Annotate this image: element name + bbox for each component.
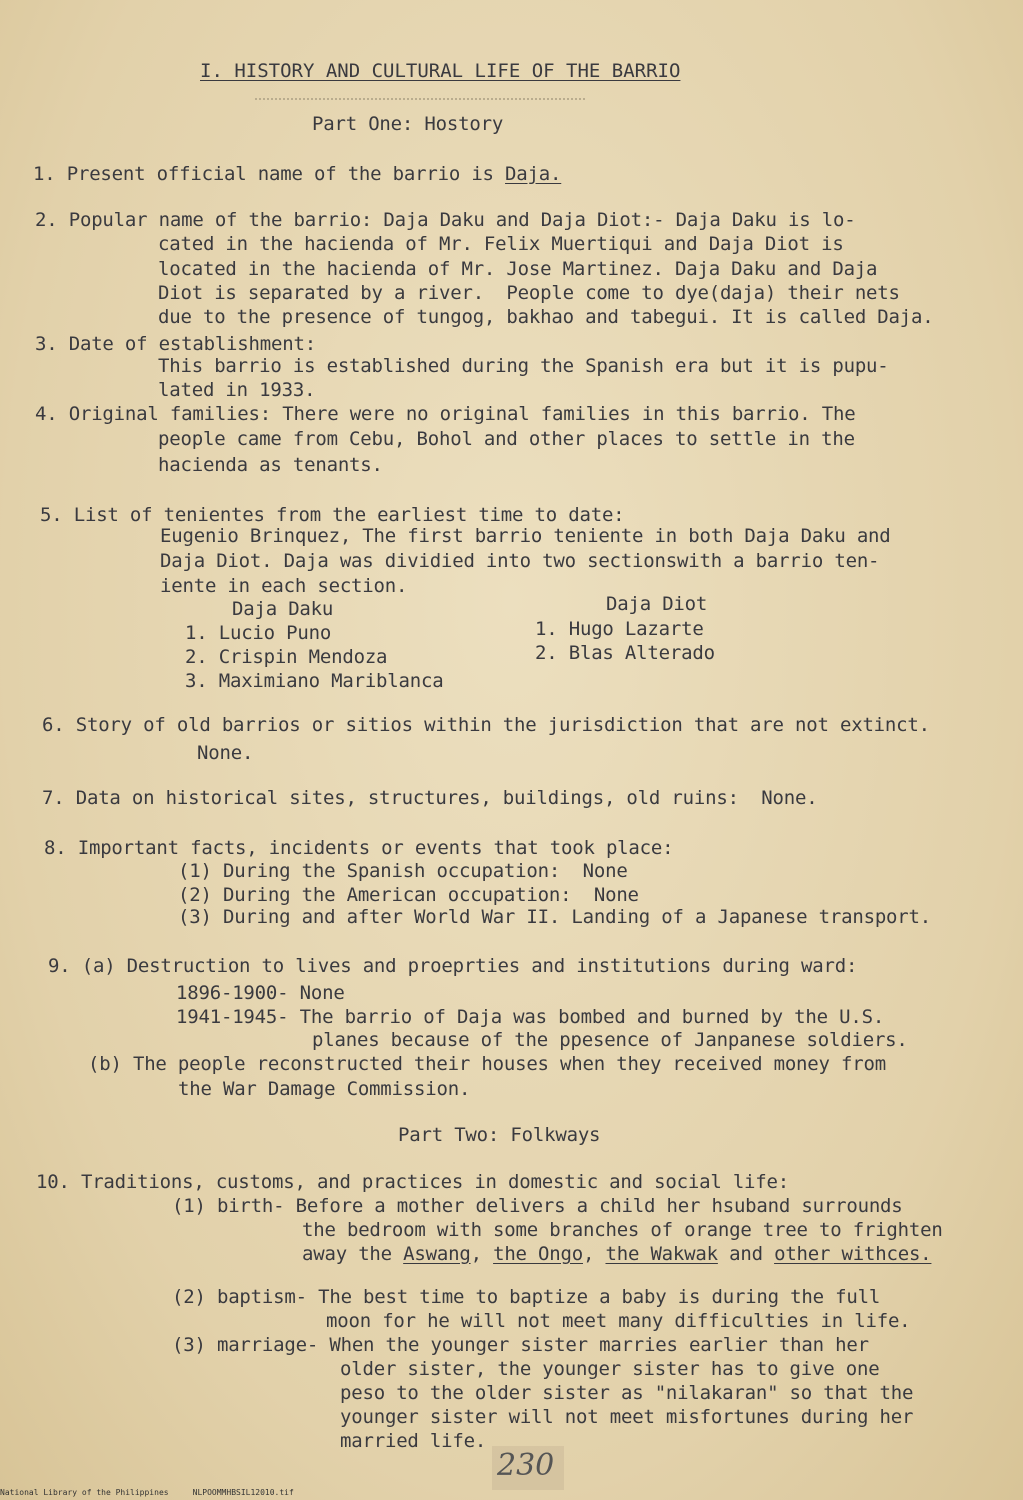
item-2-line-1: 2. Popular name of the barrio: Daja Daku and Daja Diot:- Daja Daku is lo- [35,209,856,231]
item-2-line-2: cated in the hacienda of Mr. Felix Muertiqui and Daja Diot is [158,233,844,255]
item-5-line-3: Daja Diot. Daja was dividied into two sectionswith a barrio ten- [160,550,880,572]
item-9-line-4: planes because of the ppesence of Janpanese soldiers. [312,1029,908,1051]
item-3-line-1: 3. Date of establishment: [35,333,316,355]
item-3-line-3: lated in 1933. [158,379,316,401]
item-5-line-1: 5. List of tenientes from the earliest time to date: [40,504,625,526]
ongo: the Ongo [493,1243,583,1265]
item-9-line-3: 1941-1945- The barrio of Daja was bombed and burned by the U.S. [176,1006,885,1028]
marriage-line-1: (3) marriage- When the younger sister marries earlier than her [172,1334,869,1356]
barrio-name: Daja. [505,163,562,185]
item-2-line-5: due to the presence of tungog, bakhao and tabegui. It is called Daja. [158,306,934,328]
item-4-line-1: 4. Original families: There were no original families in this barrio. The [35,403,856,425]
daja-daku-heading: Daja Daku [232,598,334,620]
item-9-line-6: the War Damage Commission. [178,1078,471,1100]
item-3-line-2: This barrio is established during the Spanish era but it is pupu- [158,355,889,377]
item-8-line-2: (1) During the Spanish occupation: None [178,860,628,882]
item-2-line-3: located in the hacienda of Mr. Jose Martinez. Daja Daku and Daja [158,258,878,280]
daku-teniente-2: 2. Crispin Mendoza [185,646,388,668]
birth-line-3: away the Aswang, the Ongo, the Wakwak and other withces. [302,1243,932,1265]
item-4-line-2: people came from Cebu, Bohol and other places to settle in the [158,428,855,450]
other-witches: other withces. [774,1243,932,1265]
marriage-line-4: younger sister will not meet misfortunes during her [340,1406,914,1428]
diot-teniente-1: 1. Hugo Lazarte [535,618,704,640]
item-1: 1. Present official name of the barrio is Daja. [33,163,562,185]
marriage-line-2: older sister, the younger sister has to give one [340,1358,880,1380]
baptism-line-2: moon for he will not meet many difficulties in life. [326,1310,911,1332]
daku-teniente-1: 1. Lucio Puno [185,622,332,644]
item-4-line-3: hacienda as tenants. [158,454,383,476]
item-5-line-2: Eugenio Brinquez, The first barrio teniente in both Daja Daku and [160,525,891,547]
birth-line-1: (1) birth- Before a mother delivers a child her hsuband surrounds [172,1195,903,1217]
item-10-intro: 10. Traditions, customs, and practices in domestic and social life: [36,1171,790,1193]
daja-diot-heading: Daja Diot [606,593,708,615]
item-9-line-2: 1896-1900- None [176,982,345,1004]
item-7: 7. Data on historical sites, structures, buildings, old ruins: None. [42,787,818,809]
document-title: I. HISTORY AND CULTURAL LIFE OF THE BARRIO [200,60,681,82]
item-8-line-4: (3) During and after World War II. Landing of a Japanese transport. [178,906,932,928]
marriage-line-3: peso to the older sister as "nilakaran" so that the [340,1382,914,1404]
item-9-line-5: (b) The people reconstructed their houses when they received money from [88,1053,886,1075]
baptism-line-1: (2) baptism- The best time to baptize a baby is during the full [172,1286,881,1308]
dotted-divider [255,98,585,100]
page-number: 230 [497,1448,555,1483]
item-9-line-1: 9. (a) Destruction to lives and proeprties and institutions during ward: [48,955,858,977]
scan-footer: National Library of the Philippines NLPOOMMHBSIL12010.tif [0,1488,294,1497]
item-2-line-4: Diot is separated by a river. People come to dye(daja) their nets [158,282,900,304]
birth-line-2: the bedroom with some branches of orange tree to frighten [302,1219,943,1241]
aswang: Aswang [403,1243,471,1265]
item-8-line-1: 8. Important facts, incidents or events that took place: [44,837,674,859]
wakwak: the Wakwak [605,1243,718,1265]
diot-teniente-2: 2. Blas Alterado [535,642,715,664]
item-8-line-3: (2) During the American occupation: None [178,884,639,906]
daku-teniente-3: 3. Maximiano Mariblanca [185,670,444,692]
marriage-line-5: married life. [340,1430,487,1452]
item-6-line-2: None. [197,742,254,764]
item-6-line-1: 6. Story of old barrios or sitios within the jurisdiction that are not extinct. [42,714,930,736]
part-two-heading: Part Two: Folkways [398,1124,601,1146]
item-5-line-4: iente in each section. [160,575,408,597]
part-one-heading: Part One: Hostory [312,113,504,135]
